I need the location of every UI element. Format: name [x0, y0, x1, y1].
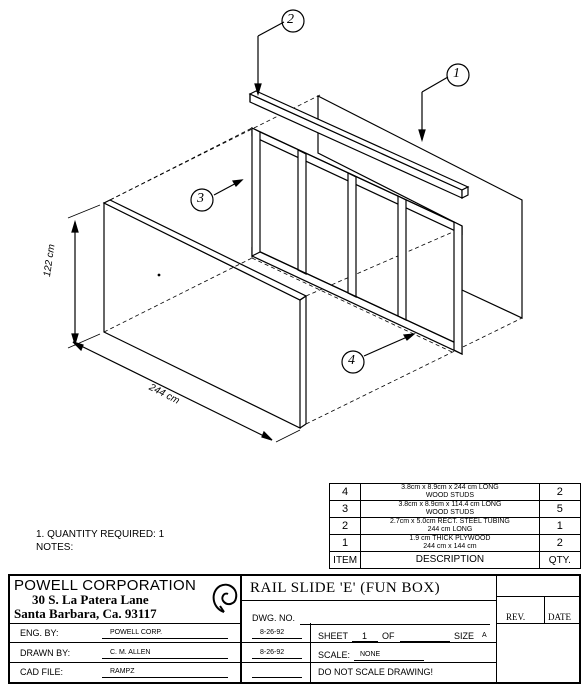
callout-2: 2 [287, 12, 294, 27]
notes-label: NOTES: [36, 542, 74, 553]
eng-date: 8-26-92 [260, 629, 285, 636]
bom-item: 3 [330, 501, 361, 518]
do-not-scale-warning: DO NOT SCALE DRAWING! [318, 667, 434, 677]
cad-file-value: RAMPZ [110, 668, 135, 675]
drawn-date: 8-26-92 [260, 649, 285, 656]
company-logo [206, 580, 242, 616]
stud-3 [398, 196, 406, 320]
bom-qty: 2 [539, 535, 580, 552]
bom-header-qty: QTY. [539, 552, 580, 569]
bom-item: 4 [330, 484, 361, 501]
note-quantity: 1. QUANTITY REQUIRED: 1 [36, 529, 165, 540]
company-name: POWELL CORPORATION [14, 577, 197, 594]
cad-file-label: CAD FILE: [20, 667, 64, 677]
scale-label: SCALE: [318, 650, 351, 660]
drawn-by-value: C. M. ALLEN [110, 649, 151, 656]
size-value: A [482, 632, 487, 639]
bom-description: 2.7cm x 5.0cm RECT. STEEL TUBING 244 cm LONG [361, 518, 539, 535]
bom-qty: 5 [539, 501, 580, 518]
drawing-title: RAIL SLIDE 'E' (FUN BOX) [250, 580, 441, 596]
bom-header-description: DESCRIPTION [361, 552, 539, 569]
title-block [8, 574, 581, 684]
plywood-panel-front [104, 203, 300, 428]
company-address-line2: Santa Barbara, Ca. 93117 [14, 606, 157, 621]
dwg-no-label: DWG. NO. [252, 613, 295, 623]
of-label: OF [382, 631, 395, 641]
sheet-value: 1 [362, 631, 368, 641]
callout-1: 1 [453, 66, 460, 81]
stud-frame-right [454, 222, 462, 354]
bom-header-item: ITEM [330, 552, 361, 569]
eng-by-value: POWELL CORP. [110, 629, 163, 636]
stud-frame-left [252, 128, 260, 256]
bom-item: 1 [330, 535, 361, 552]
bom-description: 1.9 cm THICK PLYWOOD 244 cm x 144 cm [361, 535, 539, 552]
bom-description: 3.8cm x 8.9cm x 114.4 cm LONG WOOD STUDS [361, 501, 539, 518]
rev-label: REV. [506, 612, 526, 622]
bom-description: 3.8cm x 8.9cm x 244 cm LONG WOOD STUDS [361, 484, 539, 501]
stud-2 [348, 173, 356, 297]
bom-item: 2 [330, 518, 361, 535]
date-label: DATE [548, 612, 571, 622]
bom-qty: 2 [539, 484, 580, 501]
callout-4: 4 [348, 353, 355, 368]
callout-3: 3 [197, 191, 204, 206]
sheet-label: SHEET [318, 631, 349, 641]
dimension-length: 244 cm [147, 382, 182, 407]
scale-value: NONE [360, 651, 381, 658]
bom-qty: 1 [539, 518, 580, 535]
dimension-height: 122 cm [42, 243, 58, 278]
bill-of-materials [329, 483, 581, 569]
company-address-line1: 30 S. La Patera Lane [32, 592, 149, 607]
stud-1 [298, 150, 306, 274]
size-label: SIZE [454, 631, 475, 641]
drawn-by-label: DRAWN BY: [20, 648, 71, 658]
steel-rail-top [250, 91, 468, 190]
eng-by-label: ENG. BY: [20, 628, 59, 638]
